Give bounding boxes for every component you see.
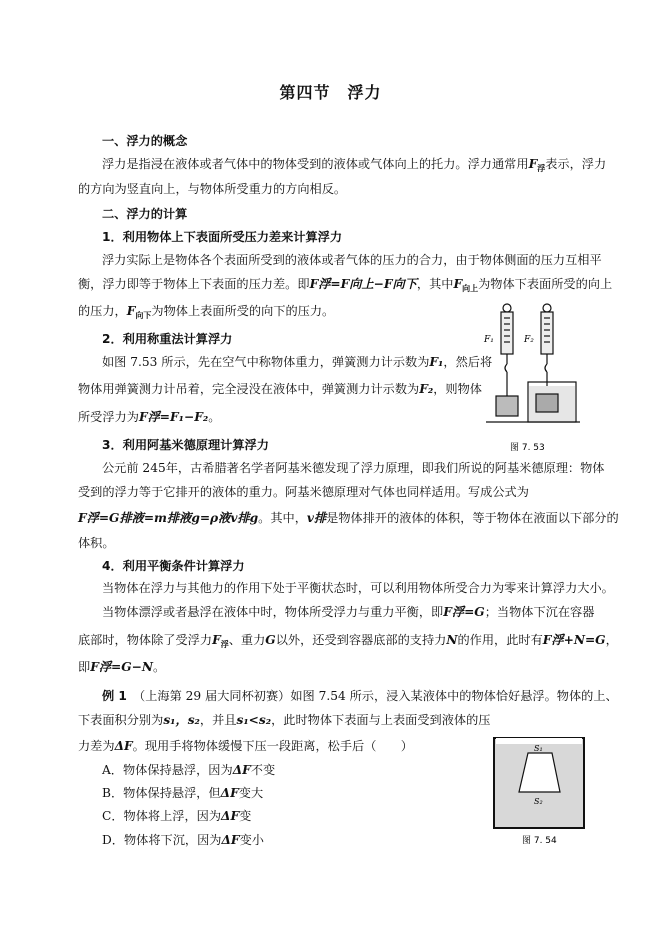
- figure-caption: 图 7. 54: [522, 836, 557, 846]
- paragraph-line: 所受浮力为F浮=F₁−F₂。: [78, 410, 221, 424]
- paragraph-line: 受到的浮力等于它排开的液体的重力。阿基米德原理对气体也同样适用。写成公式为: [78, 485, 529, 499]
- section-heading-concept: 一、浮力的概念: [102, 134, 188, 148]
- paragraph-line: 底部时，物体除了受浮力$F_浮$、重力G以外，还受到容器底部的支持力N的作用，此时有F浮+N=G，: [78, 633, 618, 649]
- example-line: 下表面积分别为s₁，s₂，并且s₁<s₂，此时物体下表面与上表面受到液体的压: [78, 713, 491, 727]
- option-d: D．物体将下沉，因为ΔF变小: [102, 833, 264, 847]
- paragraph-line: 公元前 245年，古希腊著名学者阿基米德发现了浮力原理，即我们所说的阿基米德原理：物体: [102, 461, 605, 475]
- section-heading-calculation: 二、浮力的计算: [102, 207, 188, 221]
- paragraph-line: 的方向为竖直向上，与物体所受重力的方向相反。: [78, 182, 347, 196]
- paragraph-line: 浮力实际上是物体各个表面所受到的液体或者气体的压力的合力，由于物体侧面的压力互相平: [102, 253, 602, 267]
- figure-caption: 图 7. 53: [510, 443, 545, 453]
- method-heading-2: 2．利用称重法计算浮力: [102, 332, 233, 346]
- label-s2: S₂: [534, 797, 543, 806]
- paragraph-line: 的压力，$F_{向下}$为物体上表面所受的向下的压力。: [78, 304, 335, 320]
- paragraph-line: 体积。: [78, 536, 115, 550]
- paragraph-line: F浮=G排液=m排液g=ρ液v排g。其中，v排是物体排开的液体的体积，等于物体在液面以下部分的: [78, 511, 619, 525]
- option-c: C．物体将上浮，因为ΔF变: [102, 809, 252, 823]
- page-title: 第四节 浮力: [279, 83, 382, 102]
- figure-7-54-submerged-trapezoid: [490, 734, 590, 849]
- figure-7-53-spring-scales: [480, 300, 585, 460]
- option-a: A．物体保持悬浮，因为ΔF不变: [102, 763, 276, 777]
- option-b: B．物体保持悬浮，但ΔF变大: [102, 786, 264, 800]
- paragraph-line: 物体用弹簧测力计吊着，完全浸没在液体中，弹簧测力计示数为F₂，则物体: [78, 382, 482, 396]
- method-heading-3: 3．利用阿基米德原理计算浮力: [102, 438, 269, 452]
- paragraph-line: 即F浮=G−N。: [78, 660, 166, 674]
- method-heading-4: 4．利用平衡条件计算浮力: [102, 559, 245, 573]
- label-s1: S₁: [534, 744, 543, 753]
- paragraph-line: 如图 7.53 所示，先在空气中称物体重力，弹簧测力计示数为F₁，然后将: [102, 355, 493, 369]
- paragraph-line: 当物体在浮力与其他力的作用下处于平衡状态时，可以利用物体所受合力为零来计算浮力大小。: [102, 581, 614, 595]
- label-f2: F₂: [524, 335, 534, 345]
- paragraph-line: 当物体漂浮或者悬浮在液体中时，物体所受浮力与重力平衡，即F浮=G；当物体下沉在容器: [102, 605, 595, 619]
- paragraph-line: 浮力是指浸在液体或者气体中的物体受到的液体或气体向上的托力。浮力通常用$F_浮$表示，浮力: [102, 157, 607, 173]
- example-line: 例 1 （上海第 29 届大同杯初赛）如图 7.54 所示，浸入某液体中的物体恰好悬浮。物体的上、: [102, 689, 618, 703]
- example-line: 力差为ΔF。现用手将物体缓慢下压一段距离，松手后（ ）: [78, 739, 413, 753]
- paragraph-line: 衡，浮力即等于物体上下表面的压力差。即F浮=F向上−F向下，其中$F_{向上}$为物体下表面所受的向上: [78, 277, 613, 293]
- method-heading-1: 1．利用物体上下表面所受压力差来计算浮力: [102, 230, 343, 244]
- label-f1: F₁: [484, 335, 494, 345]
